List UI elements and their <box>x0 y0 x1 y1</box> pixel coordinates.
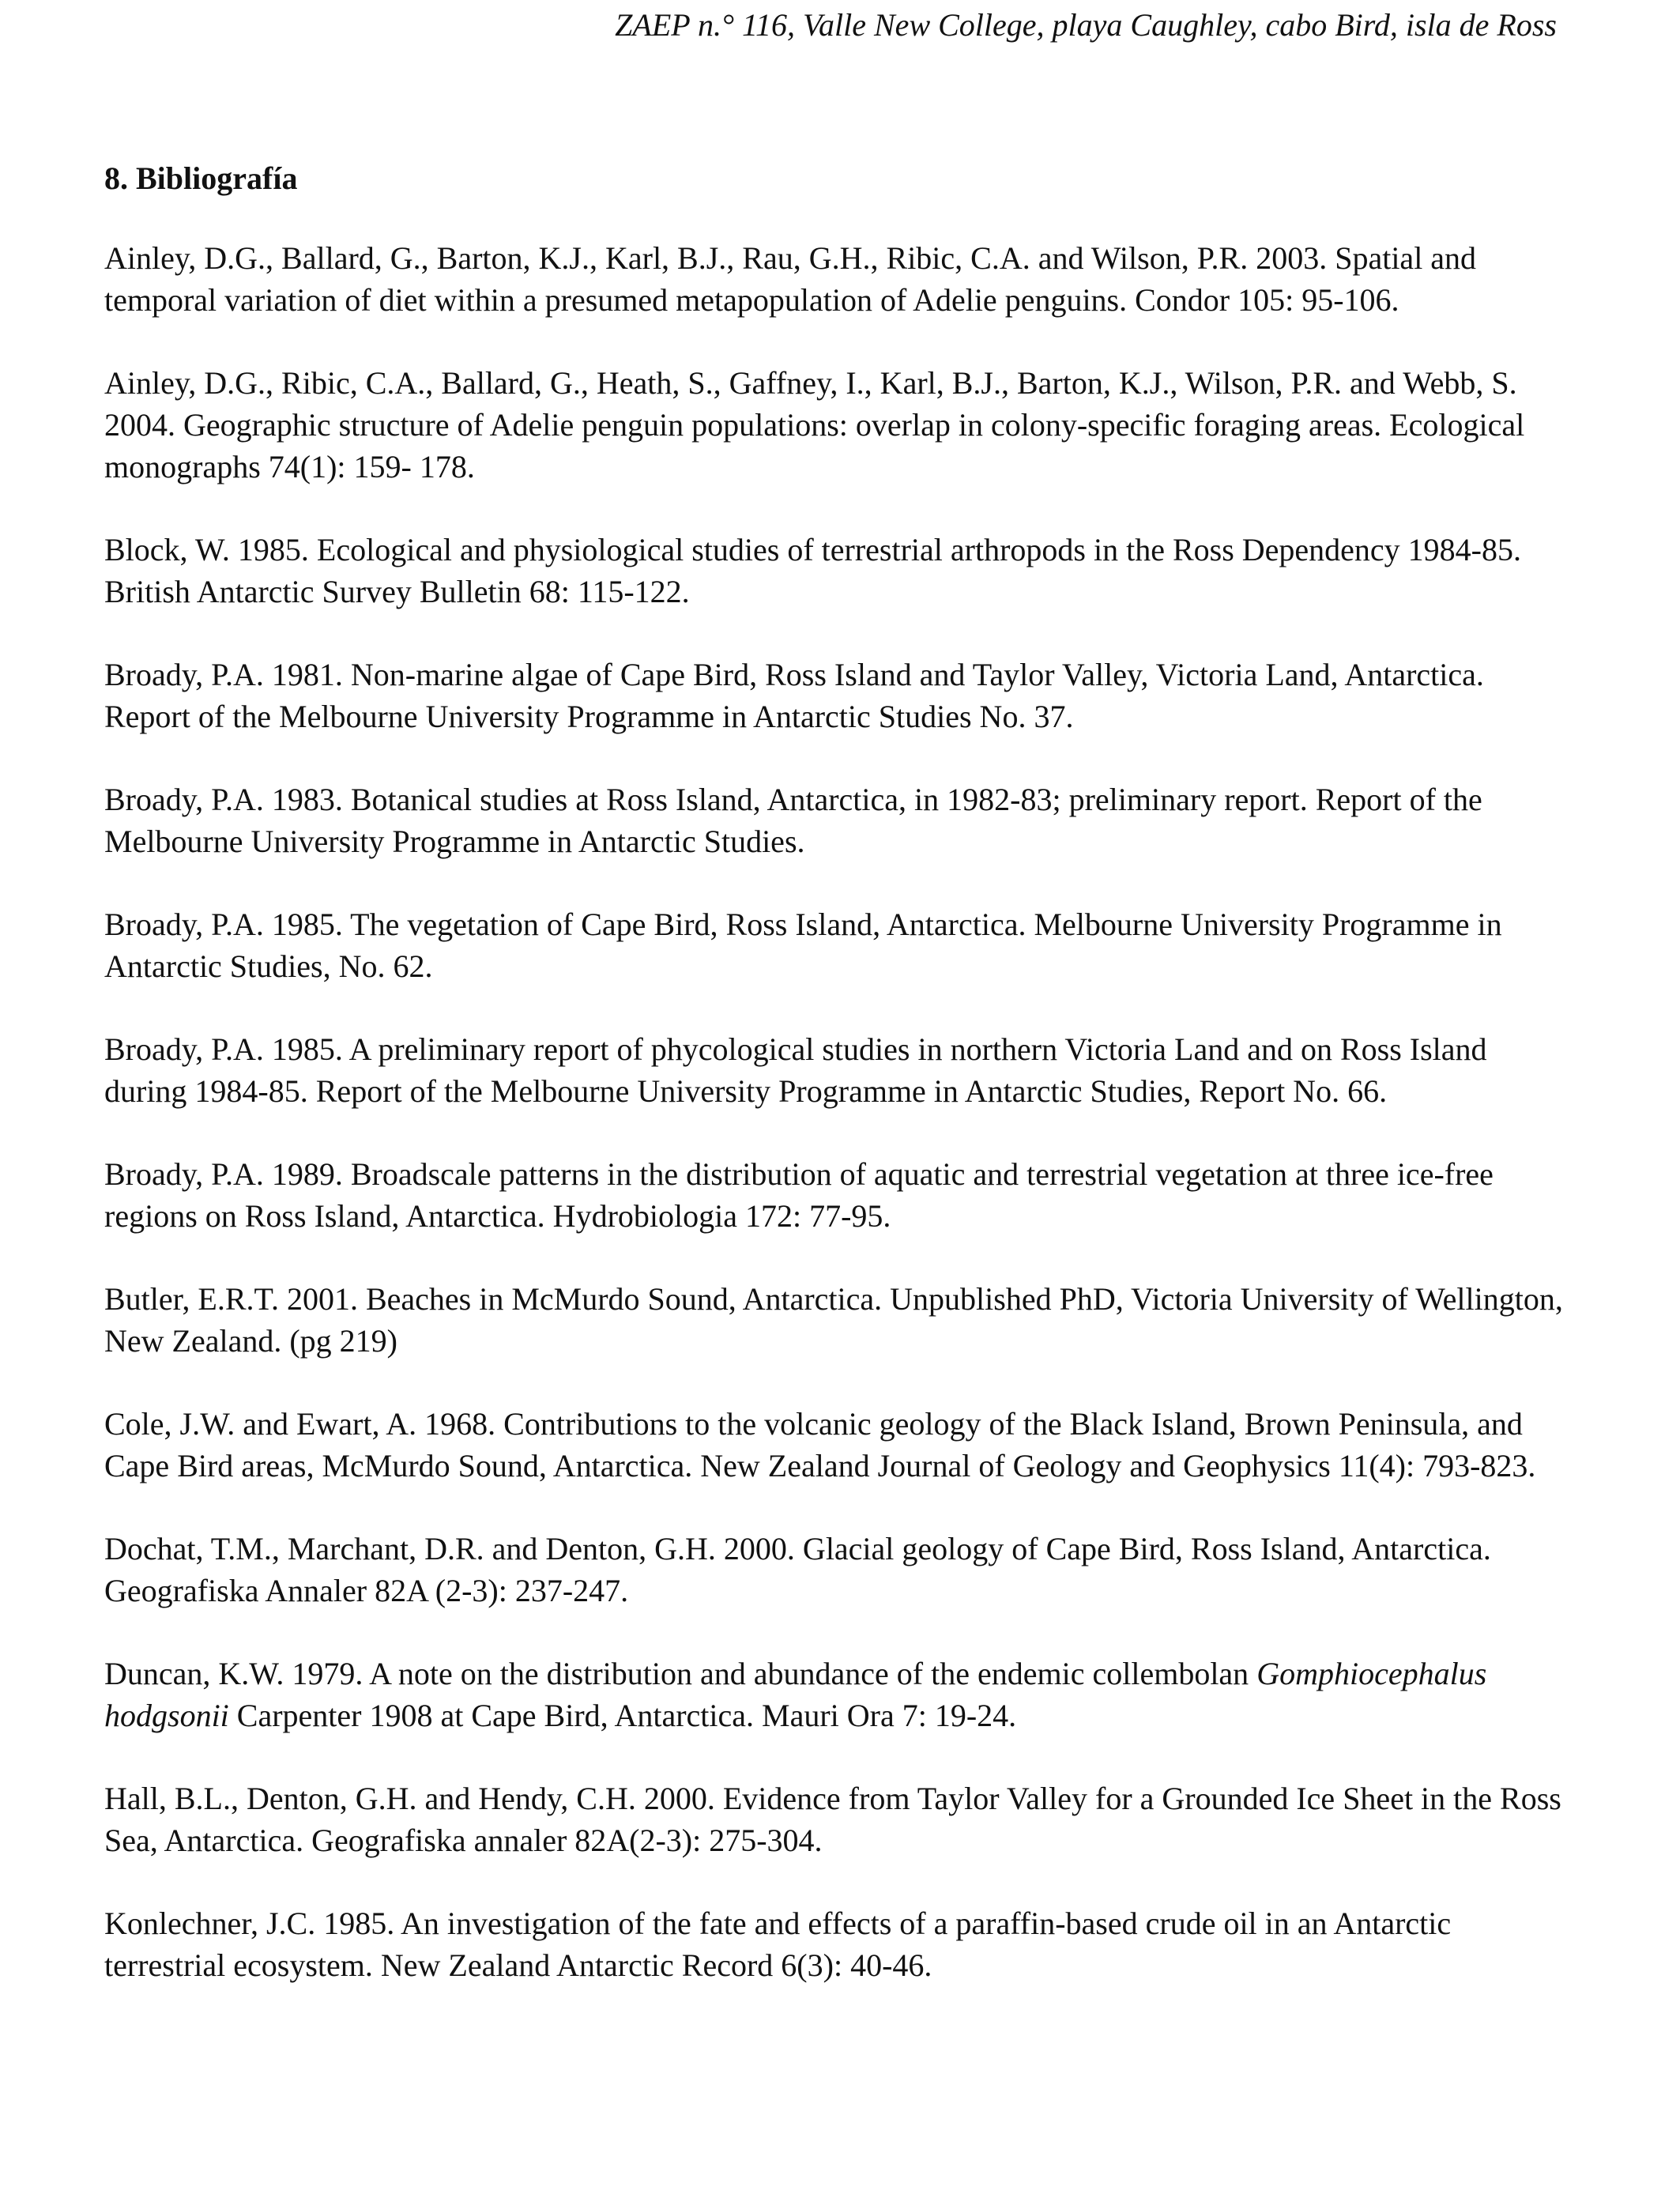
reference-entry: Butler, E.R.T. 2001. Beaches in McMurdo Sound, Antarctica. Unpublished PhD, Victoria University of Wellington, New Zealand. (pg 219) <box>104 1281 1563 1359</box>
reference-entry: Broady, P.A. 1983. Botanical studies at Ross Island, Antarctica, in 1982-83; preliminary report. Report of the Melbourne University Programme in Antarctic Studies. <box>104 782 1482 859</box>
reference-entry: Cole, J.W. and Ewart, A. 1968. Contributions to the volcanic geology of the Black Island, Brown Peninsula, and Cape Bird areas, McMurdo Sound, Antarctica. New Zealand Journal of Geology and Geophysics 11(4): 793-823. <box>104 1406 1536 1483</box>
reference-entry: Dochat, T.M., Marchant, D.R. and Denton, G.H. 2000. Glacial geology of Cape Bird, Ross Island, Antarctica. Geografiska Annaler 82A (2-3): 237-247. <box>104 1531 1491 1608</box>
reference-entry: Broady, P.A. 1989. Broadscale patterns in the distribution of aquatic and terrestrial vegetation at three ice-free regions on Ross Island, Antarctica. Hydrobiologia 172: 77-95. <box>104 1156 1494 1234</box>
species-name: Gomphiocephalus hodgsonii <box>104 1656 1487 1733</box>
reference-entry: Hall, B.L., Denton, G.H. and Hendy, C.H. 2000. Evidence from Taylor Valley for a Grounded Ice Sheet in the Ross Sea, Antarctica. Geografiska annaler 82A(2-3): 275-304. <box>104 1781 1561 1858</box>
reference-entry: Konlechner, J.C. 1985. An investigation of the fate and effects of a paraffin-based crude oil in an Antarctic terrestrial ecosystem. New Zealand Antarctic Record 6(3): 40-46. <box>104 1906 1452 1983</box>
section-heading: 8. Bibliografía <box>104 160 298 196</box>
reference-text: Duncan, K.W. 1979. A note on the distribution and abundance of the endemic collembolan <box>104 1656 1257 1691</box>
reference-entry: Broady, P.A. 1981. Non-marine algae of Cape Bird, Ross Island and Taylor Valley, Victoria Land, Antarctica. Report of the Melbourne University Programme in Antarctic Studies No. 37. <box>104 657 1484 734</box>
reference-text: Carpenter 1908 at Cape Bird, Antarctica. Mauri Ora 7: 19-24. <box>228 1698 1017 1733</box>
reference-entry: Ainley, D.G., Ballard, G., Barton, K.J., Karl, B.J., Rau, G.H., Ribic, C.A. and Wilson, P.R. 2003. Spatial and temporal variation of diet within a presumed metapopulation of Adelie penguins. Condor 105: 95-106. <box>104 240 1477 318</box>
reference-entry: Broady, P.A. 1985. A preliminary report of phycological studies in northern Victoria Land and on Ross Island during 1984-85. Report of the Melbourne University Programme in Antarctic Studies, Report No. 66. <box>104 1031 1487 1109</box>
reference-list <box>104 237 1574 2027</box>
running-header: ZAEP n.° 116, Valle New College, playa Caughley, cabo Bird, isla de Ross <box>615 7 1557 43</box>
reference-entry <box>104 1653 1574 1736</box>
reference-entry: Broady, P.A. 1985. The vegetation of Cape Bird, Ross Island, Antarctica. Melbourne University Programme in Antarctic Studies, No. 62. <box>104 907 1502 984</box>
reference-entry: Block, W. 1985. Ecological and physiological studies of terrestrial arthropods in the Ross Dependency 1984-85. British Antarctic Survey Bulletin 68: 115-122. <box>104 532 1521 609</box>
reference-entry: Ainley, D.G., Ribic, C.A., Ballard, G., Heath, S., Gaffney, I., Karl, B.J., Barton, K.J., Wilson, P.R. and Webb, S. 2004. Geographic structure of Adelie penguin populations: overlap in colony-specific foraging areas. Ecological monographs 74(1): 159- 178. <box>104 365 1525 484</box>
